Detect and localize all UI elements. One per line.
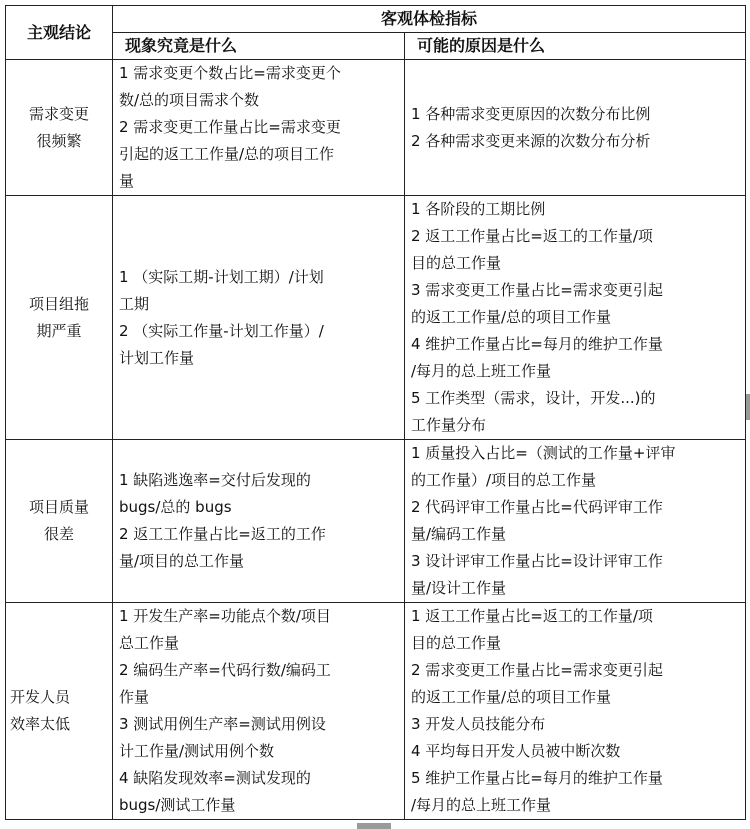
cause-line: 2 需求变更工作量占比=需求变更引起	[411, 661, 663, 679]
cause-line: 3 开发人员技能分布	[411, 715, 546, 733]
phenomenon-line: 3 测试用例生产率=测试用例设	[119, 715, 326, 733]
phenomenon-line: 2 编码生产率=代码行数/编码工	[119, 661, 331, 679]
conclusion-cell	[6, 603, 113, 820]
cause-line: /每月的总上班工作量	[411, 796, 552, 814]
header-row-sub	[6, 33, 746, 60]
phenomenon-line: 1 需求变更个数占比=需求变更个	[119, 64, 341, 82]
cause-cell	[405, 60, 746, 196]
phenomenon-cell	[113, 440, 405, 603]
cause-line: 5 维护工作量占比=每月的维护工作量	[411, 769, 663, 787]
cause-line: 的工作量）/项目的总工作量	[411, 471, 597, 489]
cause-line: /每月的总上班工作量	[411, 362, 552, 380]
resize-handle-bottom[interactable]	[357, 823, 391, 829]
conclusion-line: 项目组拖	[28, 294, 89, 313]
conclusion-line: 期严重	[36, 321, 82, 340]
cause-line: 工作量分布	[411, 416, 487, 434]
cause-line: 1 返工工作量占比=返工的工作量/项	[411, 607, 653, 625]
phenomenon-line: 工期	[119, 294, 150, 313]
cause-line: 1 各阶段的工期比例	[411, 200, 546, 218]
phenomenon-line: 总工作量	[119, 634, 180, 652]
conclusion-line: 很频繁	[36, 131, 82, 150]
cause-cell	[405, 603, 746, 820]
phenomenon-line: 量/项目的总工作量	[119, 552, 245, 570]
header-objective: 客观体检指标	[113, 6, 746, 33]
resize-handle-right[interactable]	[746, 394, 750, 420]
phenomenon-line: 2 （实际工作量-计划工作量）/	[119, 321, 324, 340]
phenomenon-line: 1 缺陷逃逸率=交付后发现的	[119, 471, 311, 489]
phenomenon-line: 计工作量/测试用例个数	[119, 742, 275, 760]
table-row	[6, 196, 746, 440]
header-conclusion: 主观结论	[6, 6, 113, 60]
phenomenon-line: 数/总的项目需求个数	[119, 91, 260, 109]
phenomenon-line: 作量	[119, 688, 150, 706]
cause-line: 4 平均每日开发人员被中断次数	[411, 742, 621, 760]
cause-cell	[405, 196, 746, 440]
cause-line: 2 代码评审工作量占比=代码评审工作	[411, 498, 663, 516]
phenomenon-line: 1 （实际工期-计划工期）/计划	[119, 267, 324, 286]
conclusion-cell	[6, 196, 113, 440]
conclusion-line: 效率太低	[10, 715, 71, 733]
cause-line: 2 返工工作量占比=返工的工作量/项	[411, 227, 653, 245]
phenomenon-line: 2 需求变更工作量占比=需求变更	[119, 118, 341, 136]
cause-line: 的返工工作量/总的项目工作量	[411, 688, 612, 706]
conclusion-cell	[6, 60, 113, 196]
phenomenon-cell	[113, 60, 405, 196]
cause-line: 5 工作类型（需求，设计，开发...)的	[411, 389, 656, 407]
conclusion-cell	[6, 440, 113, 603]
cause-line: 量/设计工作量	[411, 579, 507, 597]
phenomenon-line: 2 返工工作量占比=返工的工作	[119, 525, 326, 543]
cause-line: 3 需求变更工作量占比=需求变更引起	[411, 281, 663, 299]
cause-line: 4 维护工作量占比=每月的维护工作量	[411, 335, 663, 353]
header-phenomenon: 现象究竟是什么	[113, 33, 405, 60]
header-row-top	[6, 6, 746, 33]
conclusion-line: 很差	[43, 525, 74, 543]
conclusion-line: 开发人员	[10, 688, 71, 706]
table-row	[6, 603, 746, 820]
cause-line: 目的总工作量	[411, 254, 502, 272]
cause-line: 量/编码工作量	[411, 525, 507, 543]
table-row	[6, 440, 746, 603]
phenomenon-line: 4 缺陷发现效率=测试发现的	[119, 769, 311, 787]
phenomenon-line: 引起的返工工作量/总的项目工作	[119, 145, 335, 163]
table-row	[6, 60, 746, 196]
cause-cell	[405, 440, 746, 603]
header-cause: 可能的原因是什么	[405, 33, 746, 60]
cause-line: 1 各种需求变更原因的次数分布比例	[411, 104, 651, 123]
phenomenon-line: bugs/总的 bugs	[119, 498, 232, 516]
metrics-table	[5, 5, 746, 820]
conclusion-line: 项目质量	[28, 498, 89, 516]
cause-line: 的返工工作量/总的项目工作量	[411, 308, 612, 326]
cause-line: 目的总工作量	[411, 634, 502, 652]
cause-line: 3 设计评审工作量占比=设计评审工作	[411, 552, 663, 570]
phenomenon-line: 量	[119, 172, 135, 190]
cause-line: 1 质量投入占比=（测试的工作量+评审	[411, 444, 676, 462]
conclusion-line: 需求变更	[28, 104, 89, 123]
phenomenon-line: 计划工作量	[119, 348, 195, 367]
cause-line: 2 各种需求变更来源的次数分布分析	[411, 131, 651, 150]
phenomenon-cell	[113, 603, 405, 820]
phenomenon-cell	[113, 196, 405, 440]
phenomenon-line: 1 开发生产率=功能点个数/项目	[119, 607, 331, 625]
phenomenon-line: bugs/测试工作量	[119, 796, 236, 814]
